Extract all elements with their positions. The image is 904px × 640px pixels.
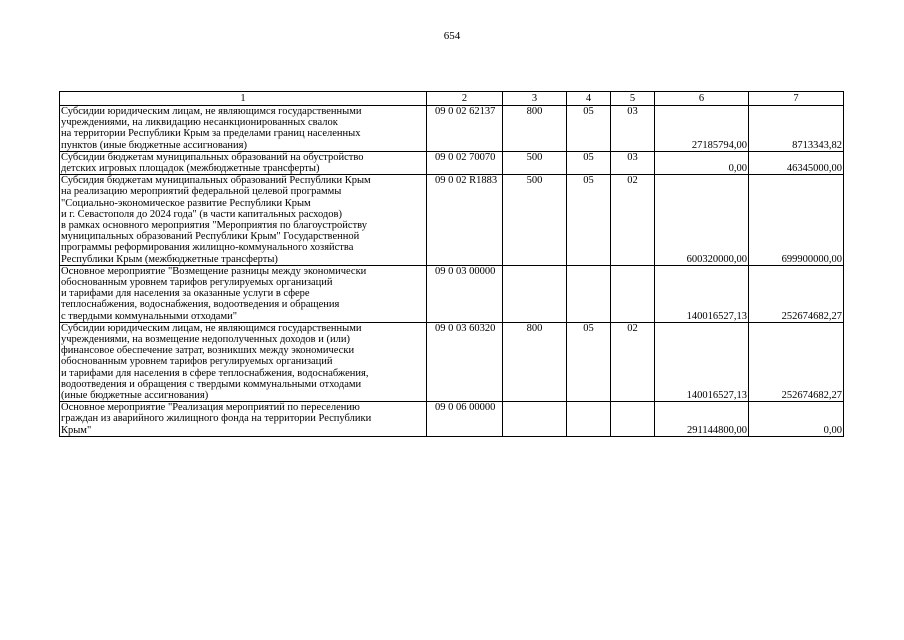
description-line: с твердыми коммунальными отходами" [61,310,237,322]
subsection-cell: 03 [611,106,655,152]
table-row [60,265,844,322]
description-line: учреждениями, на ликвидацию несанкционированных свалок [61,117,338,129]
table-row [60,106,844,152]
description-line: на территории Республики Крым за пределами границ населенных [61,128,361,140]
row-description [60,322,427,401]
description-line: "Социально-экономическое развитие Республики Крым [61,197,311,209]
budget-code-cell: 09 0 02 70070 [427,151,503,174]
description-line: в рамках основного мероприятия "Мероприятия по благоустройству [61,220,368,232]
subsection-cell [611,265,655,322]
table-row [60,175,844,266]
description-line: на реализацию мероприятий федеральной целевой программы [61,186,342,198]
table-row [60,402,844,437]
column-header: 1 [60,92,427,106]
budget-code-cell: 09 0 03 00000 [427,265,503,322]
description-line: Субсидии юридическим лицам, не являющимся государственными [61,322,362,334]
description-line: Субсидии юридическим лицам, не являющимся государственными [61,106,362,117]
column-header: 6 [655,92,749,106]
description-line: муниципальных образований Республики Крым" Государственной [61,231,360,243]
expense-type-cell: 500 [503,151,567,174]
budget-code-cell: 09 0 02 R1883 [427,175,503,266]
description-line: пунктов (иные бюджетные ассигнования) [61,139,247,151]
description-line: обоснованным уровнем тарифов регулируемых организаций [61,356,333,368]
column-header: 5 [611,92,655,106]
column-header: 2 [427,92,503,106]
budget-table [59,91,844,437]
amount-col6-cell: 140016527,13 [655,265,749,322]
amount-col6-cell: 140016527,13 [655,322,749,401]
amount-col6-cell: 0,00 [655,151,749,174]
description-line: и тарифами для населения за оказанные услуги в сфере [61,288,310,300]
budget-code-cell: 09 0 06 00000 [427,402,503,437]
description-line: Основное мероприятие "Реализация мероприятий по переселению [61,402,360,414]
table-row [60,151,844,174]
subsection-cell: 02 [611,322,655,401]
section-cell [567,265,611,322]
amount-col7-cell: 699900000,00 [749,175,844,266]
section-cell: 05 [567,106,611,152]
page-number: 654 [443,30,461,42]
amount-col6-cell: 27185794,00 [655,106,749,152]
expense-type-cell [503,265,567,322]
description-line: теплоснабжения, водоснабжения, водоотведения и обращения [61,299,340,311]
section-cell: 05 [567,151,611,174]
description-line: Республики Крым (межбюджетные трансферты) [61,253,278,265]
row-description [60,106,427,152]
column-header: 4 [567,92,611,106]
amount-col7-cell: 0,00 [749,402,844,437]
amount-col7-cell: 8713343,82 [749,106,844,152]
description-line: (иные бюджетные ассигнования) [61,390,209,402]
subsection-cell: 03 [611,151,655,174]
description-line: граждан из аварийного жилищного фонда на территории Республики [61,413,372,425]
subsection-cell [611,402,655,437]
subsection-cell: 02 [611,175,655,266]
column-header: 7 [749,92,844,106]
description-line: Основное мероприятие "Возмещение разницы между экономически [61,265,367,277]
amount-col6-cell: 600320000,00 [655,175,749,266]
section-cell: 05 [567,322,611,401]
description-line: Субсидия бюджетам муниципальных образований Республики Крым [61,175,371,187]
column-number-row [60,92,844,106]
description-line: Крым" [61,424,92,436]
amount-col7-cell: 252674682,27 [749,322,844,401]
budget-code-cell: 09 0 02 62137 [427,106,503,152]
row-description [60,175,427,266]
expense-type-cell: 800 [503,322,567,401]
amount-col6-cell: 291144800,00 [655,402,749,437]
amount-col7-cell: 252674682,27 [749,265,844,322]
row-description [60,151,427,174]
description-line: обоснованным уровнем тарифов регулируемых организаций [61,277,333,289]
description-line: водоотведения и обращения с твердыми коммунальными отходами [61,378,362,390]
description-line: программы реформирования жилищно-коммунального хозяйства [61,242,354,254]
amount-col7-cell: 46345000,00 [749,151,844,174]
table-row [60,322,844,401]
row-description [60,402,427,437]
description-line: и г. Севастополя до 2024 года" (в части капитальных расходов) [61,208,342,220]
section-cell [567,402,611,437]
description-line: и тарифами для населения в сфере теплоснабжения, водоснабжения, [61,367,369,379]
expense-type-cell: 500 [503,175,567,266]
budget-code-cell: 09 0 03 60320 [427,322,503,401]
row-description [60,265,427,322]
description-line: учреждениями, на возмещение недополученных доходов и (или) [61,334,350,346]
table-body [60,92,844,437]
section-cell: 05 [567,175,611,266]
expense-type-cell: 800 [503,106,567,152]
column-header: 3 [503,92,567,106]
description-line: финансовое обеспечение затрат, возникших между экономически [61,345,355,357]
description-line: детских игровых площадок (межбюджетные трансферты) [61,163,320,175]
description-line: Субсидии бюджетам муниципальных образований на обустройство [61,151,364,163]
expense-type-cell [503,402,567,437]
